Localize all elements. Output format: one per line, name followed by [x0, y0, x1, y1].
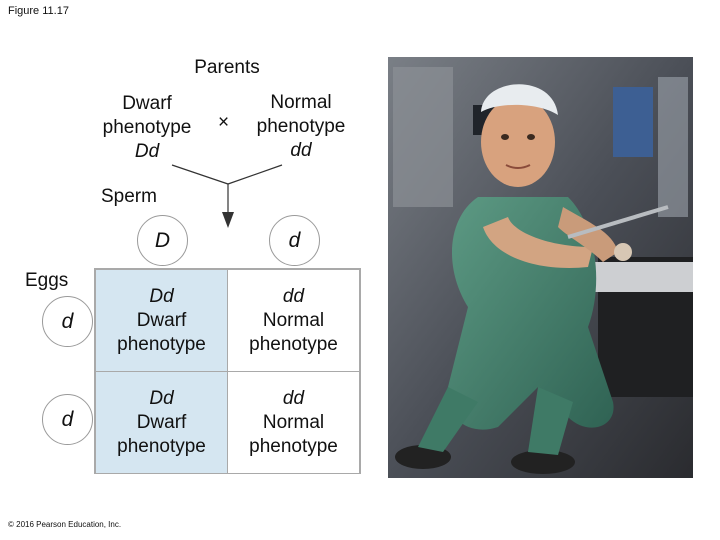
instrument-grip [614, 243, 632, 261]
sperm-allele-D: D [137, 215, 188, 266]
cell-genotype: Dd [149, 387, 174, 409]
cell-bottom-left [96, 372, 227, 473]
cell-genotype: Dd [149, 285, 174, 307]
sperm-allele-d: d [269, 215, 320, 266]
cell-phenotype-line1: Dwarf [136, 411, 187, 433]
cell-phenotype-line1: Normal [262, 411, 325, 433]
cross-symbol: × [218, 112, 230, 133]
punnett-square [94, 268, 361, 474]
surgeon-photo [388, 57, 693, 478]
dwarf-parent-line1: Dwarf [122, 93, 172, 114]
cell-phenotype-line2: phenotype [117, 333, 206, 355]
face [481, 97, 555, 187]
cell-genotype: dd [282, 285, 305, 307]
cell-genotype: dd [282, 387, 305, 409]
cell-phenotype-line2: phenotype [249, 333, 338, 355]
eggs-label: Eggs [25, 270, 69, 291]
cell-phenotype-line1: Normal [262, 309, 325, 331]
egg-allele-d-2: d [42, 394, 93, 445]
figure-label: Figure 11.17 [8, 5, 69, 17]
cell-phenotype-line2: phenotype [249, 435, 338, 457]
copyright: © 2016 Pearson Education, Inc. [8, 520, 122, 529]
cell-top-right [228, 270, 359, 371]
sperm-label: Sperm [101, 186, 157, 207]
cell-top-left [96, 270, 227, 371]
egg-allele-d-1: d [42, 296, 93, 347]
left-eye [501, 134, 509, 140]
normal-parent-genotype: dd [290, 140, 312, 161]
cell-bottom-right [228, 372, 359, 473]
right-shoe [511, 450, 575, 474]
table-drape [593, 262, 693, 292]
monitor-panel [613, 87, 653, 157]
normal-parent-line1: Normal [270, 92, 332, 113]
equipment-rack [658, 77, 688, 217]
normal-cross-line [228, 165, 282, 184]
dwarf-parent-genotype: Dd [134, 141, 160, 162]
normal-parent-line2: phenotype [256, 116, 346, 137]
dwarf-cross-line [172, 165, 228, 184]
parents-heading: Parents [194, 57, 260, 78]
cell-phenotype-line1: Dwarf [136, 309, 187, 331]
dwarf-parent-line2: phenotype [102, 117, 192, 138]
cell-phenotype-line2: phenotype [117, 435, 206, 457]
equipment-cabinet [393, 67, 453, 207]
arrow-head [222, 212, 234, 228]
right-eye [527, 134, 535, 140]
